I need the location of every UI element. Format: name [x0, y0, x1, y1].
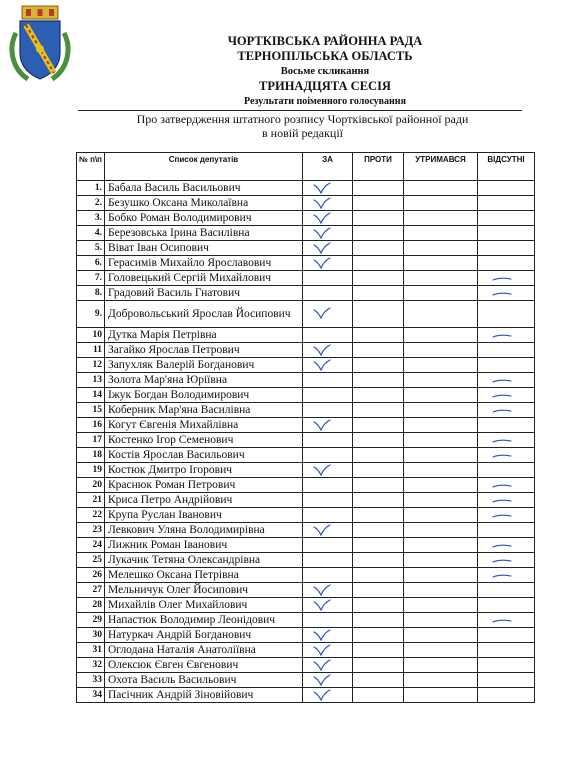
vote-utrymavsia-cell	[404, 493, 478, 508]
row-number: 33	[77, 673, 105, 688]
table-row	[77, 583, 535, 598]
table-row	[77, 211, 535, 226]
vote-za-cell	[303, 583, 353, 598]
vote-vidsutni-cell	[478, 598, 535, 613]
deputy-name: Березовська Ірина Василівна	[105, 226, 303, 241]
vote-utrymavsia-cell	[404, 523, 478, 538]
deputy-name: Натуркач Андрій Богданович	[105, 628, 303, 643]
vote-vidsutni-cell	[478, 286, 535, 301]
table-row	[77, 226, 535, 241]
table-row	[77, 301, 535, 328]
row-number: 31	[77, 643, 105, 658]
table-row	[77, 328, 535, 343]
vote-za-cell	[303, 301, 353, 328]
table-row	[77, 403, 535, 418]
absent-dash-mark	[492, 392, 512, 400]
vote-vidsutni-cell	[478, 538, 535, 553]
row-number: 8.	[77, 286, 105, 301]
table-row	[77, 658, 535, 673]
table-row	[77, 388, 535, 403]
table-row	[77, 613, 535, 628]
vote-za-cell	[303, 658, 353, 673]
vote-za-cell	[303, 673, 353, 688]
absent-dash-mark	[492, 407, 512, 415]
vote-proty-cell	[353, 196, 404, 211]
vote-za-cell	[303, 643, 353, 658]
header-divider	[78, 110, 522, 111]
vote-proty-cell	[353, 388, 404, 403]
table-row	[77, 463, 535, 478]
vote-vidsutni-cell	[478, 673, 535, 688]
row-number: 22	[77, 508, 105, 523]
absent-dash-mark	[492, 437, 512, 445]
vote-proty-cell	[353, 226, 404, 241]
absent-dash-mark	[492, 497, 512, 505]
row-number: 16	[77, 418, 105, 433]
row-number: 5.	[77, 241, 105, 256]
vote-utrymavsia-cell	[404, 508, 478, 523]
row-number: 6.	[77, 256, 105, 271]
vote-vidsutni-cell	[478, 388, 535, 403]
vote-check-mark	[313, 674, 331, 686]
deputy-name: Костюк Дмитро Ігорович	[105, 463, 303, 478]
vote-vidsutni-cell	[478, 358, 535, 373]
table-row	[77, 673, 535, 688]
deputy-name: Мельничук Олег Йосипович	[105, 583, 303, 598]
vote-check-mark	[313, 212, 331, 224]
vote-utrymavsia-cell	[404, 583, 478, 598]
vote-check-mark	[313, 257, 331, 269]
vote-proty-cell	[353, 418, 404, 433]
table-row	[77, 448, 535, 463]
row-number: 2.	[77, 196, 105, 211]
vote-za-cell	[303, 418, 353, 433]
vote-check-mark	[313, 629, 331, 641]
deputy-name: Бабала Василь Васильович	[105, 181, 303, 196]
table-row	[77, 643, 535, 658]
vote-check-mark	[313, 644, 331, 656]
row-number: 21	[77, 493, 105, 508]
vote-utrymavsia-cell	[404, 358, 478, 373]
vote-za-cell	[303, 373, 353, 388]
row-number: 32	[77, 658, 105, 673]
row-number: 9.	[77, 301, 105, 328]
vote-utrymavsia-cell	[404, 286, 478, 301]
row-number: 3.	[77, 211, 105, 226]
deputy-name: Золота Мар'яна Юріївна	[105, 373, 303, 388]
absent-dash-mark	[492, 557, 512, 565]
absent-dash-mark	[492, 482, 512, 490]
absent-dash-mark	[492, 512, 512, 520]
convocation: Восьме скликання	[280, 66, 370, 77]
vote-za-cell	[303, 493, 353, 508]
vote-proty-cell	[353, 568, 404, 583]
vote-za-cell	[303, 598, 353, 613]
council-name: ЧОРТКІВСЬКА РАЙОННА РАДА	[227, 34, 423, 48]
deputy-name: Крупа Руслан Іванович	[105, 508, 303, 523]
deputy-name: Лукачик Тетяна Олександрівна	[105, 553, 303, 568]
row-number: 29	[77, 613, 105, 628]
row-number: 23	[77, 523, 105, 538]
vote-proty-cell	[353, 286, 404, 301]
vote-za-cell	[303, 403, 353, 418]
table-row	[77, 628, 535, 643]
deputy-name: Михайлів Олег Михайлович	[105, 598, 303, 613]
vote-proty-cell	[353, 643, 404, 658]
region-name: ТЕРНОПІЛЬСЬКА ОБЛАСТЬ	[237, 49, 413, 63]
deputy-name: Напастюк Володимир Леонідович	[105, 613, 303, 628]
vote-check-mark	[313, 197, 331, 209]
deputy-name: Віват Іван Осипович	[105, 241, 303, 256]
vote-utrymavsia-cell	[404, 538, 478, 553]
subject-line-1: Про затвердження штатного розпису Чортківської районної ради	[136, 112, 469, 126]
row-number: 26	[77, 568, 105, 583]
vote-za-cell	[303, 256, 353, 271]
table-row	[77, 241, 535, 256]
vote-vidsutni-cell	[478, 508, 535, 523]
vote-vidsutni-cell	[478, 196, 535, 211]
absent-dash-mark	[492, 332, 512, 340]
vote-proty-cell	[353, 688, 404, 703]
vote-proty-cell	[353, 373, 404, 388]
vote-za-cell	[303, 196, 353, 211]
vote-proty-cell	[353, 598, 404, 613]
roll-call-table	[76, 152, 535, 703]
vote-proty-cell	[353, 628, 404, 643]
vote-vidsutni-cell	[478, 448, 535, 463]
col-header-proty: ПРОТИ	[353, 153, 404, 181]
vote-vidsutni-cell	[478, 211, 535, 226]
vote-check-mark	[313, 182, 331, 194]
vote-proty-cell	[353, 523, 404, 538]
deputy-name: Добровольський Ярослав Йосипович	[105, 301, 303, 328]
vote-utrymavsia-cell	[404, 181, 478, 196]
row-number: 12	[77, 358, 105, 373]
vote-proty-cell	[353, 211, 404, 226]
vote-utrymavsia-cell	[404, 628, 478, 643]
vote-check-mark	[313, 359, 331, 371]
table-row	[77, 523, 535, 538]
table-row	[77, 418, 535, 433]
vote-za-cell	[303, 538, 353, 553]
vote-vidsutni-cell	[478, 553, 535, 568]
absent-dash-mark	[492, 542, 512, 550]
vote-vidsutni-cell	[478, 523, 535, 538]
absent-dash-mark	[492, 377, 512, 385]
vote-vidsutni-cell	[478, 403, 535, 418]
table-row	[77, 256, 535, 271]
deputy-name: Безушко Оксана Миколаївна	[105, 196, 303, 211]
row-number: 1.	[77, 181, 105, 196]
vote-za-cell	[303, 388, 353, 403]
row-number: 7.	[77, 271, 105, 286]
vote-utrymavsia-cell	[404, 211, 478, 226]
table-row	[77, 181, 535, 196]
vote-proty-cell	[353, 241, 404, 256]
vote-check-mark	[313, 524, 331, 536]
vote-proty-cell	[353, 463, 404, 478]
table-row	[77, 196, 535, 211]
vote-proty-cell	[353, 538, 404, 553]
table-header-row	[77, 153, 535, 181]
row-number: 14	[77, 388, 105, 403]
vote-utrymavsia-cell	[404, 343, 478, 358]
vote-utrymavsia-cell	[404, 241, 478, 256]
vote-proty-cell	[353, 256, 404, 271]
vote-utrymavsia-cell	[404, 673, 478, 688]
vote-utrymavsia-cell	[404, 613, 478, 628]
table-row	[77, 598, 535, 613]
col-header-num: № п\п	[77, 153, 105, 181]
row-number: 28	[77, 598, 105, 613]
deputy-name: Головецький Сергій Михайлович	[105, 271, 303, 286]
vote-check-mark	[313, 344, 331, 356]
vote-vidsutni-cell	[478, 658, 535, 673]
vote-za-cell	[303, 211, 353, 226]
vote-utrymavsia-cell	[404, 388, 478, 403]
vote-za-cell	[303, 328, 353, 343]
table-row	[77, 508, 535, 523]
table-row	[77, 286, 535, 301]
col-header-vidsutni: ВІДСУТНІ	[478, 153, 535, 181]
vote-utrymavsia-cell	[404, 226, 478, 241]
vote-za-cell	[303, 181, 353, 196]
vote-utrymavsia-cell	[404, 553, 478, 568]
vote-proty-cell	[353, 328, 404, 343]
vote-za-cell	[303, 448, 353, 463]
vote-proty-cell	[353, 508, 404, 523]
vote-za-cell	[303, 478, 353, 493]
row-number: 4.	[77, 226, 105, 241]
vote-utrymavsia-cell	[404, 328, 478, 343]
vote-vidsutni-cell	[478, 271, 535, 286]
table-body	[77, 181, 535, 703]
absent-dash-mark	[492, 617, 512, 625]
vote-check-mark	[313, 242, 331, 254]
vote-vidsutni-cell	[478, 301, 535, 328]
vote-check-mark	[313, 307, 331, 319]
vote-vidsutni-cell	[478, 433, 535, 448]
vote-vidsutni-cell	[478, 583, 535, 598]
row-number: 24	[77, 538, 105, 553]
vote-check-mark	[313, 689, 331, 701]
vote-vidsutni-cell	[478, 343, 535, 358]
vote-za-cell	[303, 241, 353, 256]
vote-vidsutni-cell	[478, 241, 535, 256]
vote-vidsutni-cell	[478, 613, 535, 628]
vote-utrymavsia-cell	[404, 643, 478, 658]
vote-za-cell	[303, 343, 353, 358]
vote-check-mark	[313, 659, 331, 671]
deputy-name: Костенко Ігор Семенович	[105, 433, 303, 448]
vote-utrymavsia-cell	[404, 301, 478, 328]
deputy-name: Оглодана Наталія Анатоліївна	[105, 643, 303, 658]
table-row	[77, 358, 535, 373]
vote-vidsutni-cell	[478, 181, 535, 196]
vote-utrymavsia-cell	[404, 418, 478, 433]
vote-vidsutni-cell	[478, 628, 535, 643]
deputy-name: Бобко Роман Володимирович	[105, 211, 303, 226]
vote-utrymavsia-cell	[404, 568, 478, 583]
vote-za-cell	[303, 271, 353, 286]
table-row	[77, 343, 535, 358]
vote-utrymavsia-cell	[404, 196, 478, 211]
vote-proty-cell	[353, 658, 404, 673]
row-number: 17	[77, 433, 105, 448]
deputy-name: Запухляк Валерій Богданович	[105, 358, 303, 373]
table-row	[77, 433, 535, 448]
vote-za-cell	[303, 463, 353, 478]
table-row	[77, 493, 535, 508]
col-header-name: Список депутатів	[105, 153, 303, 181]
vote-check-mark	[313, 464, 331, 476]
vote-vidsutni-cell	[478, 463, 535, 478]
vote-utrymavsia-cell	[404, 658, 478, 673]
vote-proty-cell	[353, 553, 404, 568]
deputy-name: Дутка Марія Петрівна	[105, 328, 303, 343]
vote-vidsutni-cell	[478, 418, 535, 433]
vote-proty-cell	[353, 301, 404, 328]
vote-proty-cell	[353, 673, 404, 688]
vote-za-cell	[303, 523, 353, 538]
deputy-name: Герасимів Михайло Ярославович	[105, 256, 303, 271]
vote-za-cell	[303, 433, 353, 448]
vote-check-mark	[313, 599, 331, 611]
deputy-name: Олексюк Євген Євгенович	[105, 658, 303, 673]
vote-vidsutni-cell	[478, 373, 535, 388]
vote-utrymavsia-cell	[404, 688, 478, 703]
deputy-name: Левкович Уляна Володимирівна	[105, 523, 303, 538]
row-number: 20	[77, 478, 105, 493]
vote-za-cell	[303, 613, 353, 628]
vote-vidsutni-cell	[478, 688, 535, 703]
document-header	[140, 34, 510, 109]
vote-check-mark	[313, 584, 331, 596]
vote-proty-cell	[353, 583, 404, 598]
vote-utrymavsia-cell	[404, 463, 478, 478]
vote-vidsutni-cell	[478, 478, 535, 493]
row-number: 10	[77, 328, 105, 343]
deputy-name: Коберник Мар'яна Василівна	[105, 403, 303, 418]
vote-proty-cell	[353, 181, 404, 196]
vote-utrymavsia-cell	[404, 478, 478, 493]
vote-proty-cell	[353, 358, 404, 373]
vote-vidsutni-cell	[478, 568, 535, 583]
vote-check-mark	[313, 227, 331, 239]
table-row	[77, 553, 535, 568]
vote-proty-cell	[353, 271, 404, 286]
deputy-name: Пасічник Андрій Зіновійович	[105, 688, 303, 703]
row-number: 19	[77, 463, 105, 478]
vote-proty-cell	[353, 448, 404, 463]
vote-proty-cell	[353, 343, 404, 358]
absent-dash-mark	[492, 275, 512, 283]
col-header-za: ЗА	[303, 153, 353, 181]
vote-utrymavsia-cell	[404, 598, 478, 613]
session-name: ТРИНАДЦЯТА СЕСІЯ	[259, 79, 391, 93]
vote-proty-cell	[353, 403, 404, 418]
vote-utrymavsia-cell	[404, 256, 478, 271]
row-number: 18	[77, 448, 105, 463]
vote-proty-cell	[353, 493, 404, 508]
vote-utrymavsia-cell	[404, 448, 478, 463]
vote-vidsutni-cell	[478, 328, 535, 343]
results-title: Результати поіменного голосування	[244, 96, 406, 107]
deputy-name: Костів Ярослав Васильович	[105, 448, 303, 463]
vote-vidsutni-cell	[478, 226, 535, 241]
row-number: 30	[77, 628, 105, 643]
vote-vidsutni-cell	[478, 493, 535, 508]
table-row	[77, 373, 535, 388]
row-number: 25	[77, 553, 105, 568]
deputy-name: Лижник Роман Іванович	[105, 538, 303, 553]
vote-za-cell	[303, 226, 353, 241]
deputy-name: Краснюк Роман Петрович	[105, 478, 303, 493]
vote-utrymavsia-cell	[404, 433, 478, 448]
table-row	[77, 271, 535, 286]
deputy-name: Охота Василь Васильович	[105, 673, 303, 688]
vote-za-cell	[303, 553, 353, 568]
vote-proty-cell	[353, 433, 404, 448]
vote-check-mark	[313, 419, 331, 431]
row-number: 15	[77, 403, 105, 418]
vote-vidsutni-cell	[478, 643, 535, 658]
vote-utrymavsia-cell	[404, 373, 478, 388]
vote-za-cell	[303, 508, 353, 523]
vote-proty-cell	[353, 478, 404, 493]
vote-za-cell	[303, 358, 353, 373]
table-row	[77, 478, 535, 493]
vote-proty-cell	[353, 613, 404, 628]
vote-za-cell	[303, 688, 353, 703]
table-row	[77, 688, 535, 703]
vote-vidsutni-cell	[478, 256, 535, 271]
vote-utrymavsia-cell	[404, 271, 478, 286]
deputy-name: Градовий Василь Гнатович	[105, 286, 303, 301]
coat-of-arms-emblem	[6, 3, 74, 85]
deputy-name: Мелешко Оксана Петрівна	[105, 568, 303, 583]
col-header-utrymavsia: УТРИМАВСЯ	[404, 153, 478, 181]
vote-utrymavsia-cell	[404, 403, 478, 418]
vote-subject	[110, 112, 495, 140]
deputy-name: Іжук Богдан Володимирович	[105, 388, 303, 403]
absent-dash-mark	[492, 452, 512, 460]
row-number: 11	[77, 343, 105, 358]
deputy-name: Криса Петро Андрійович	[105, 493, 303, 508]
vote-za-cell	[303, 628, 353, 643]
table-row	[77, 538, 535, 553]
vote-za-cell	[303, 286, 353, 301]
table-row	[77, 568, 535, 583]
deputy-name: Когут Євгенія Михайлівна	[105, 418, 303, 433]
deputy-name: Загайко Ярослав Петрович	[105, 343, 303, 358]
vote-za-cell	[303, 568, 353, 583]
row-number: 13	[77, 373, 105, 388]
absent-dash-mark	[492, 290, 512, 298]
row-number: 34	[77, 688, 105, 703]
row-number: 27	[77, 583, 105, 598]
subject-line-2: в новій редакції	[261, 126, 344, 140]
absent-dash-mark	[492, 572, 512, 580]
